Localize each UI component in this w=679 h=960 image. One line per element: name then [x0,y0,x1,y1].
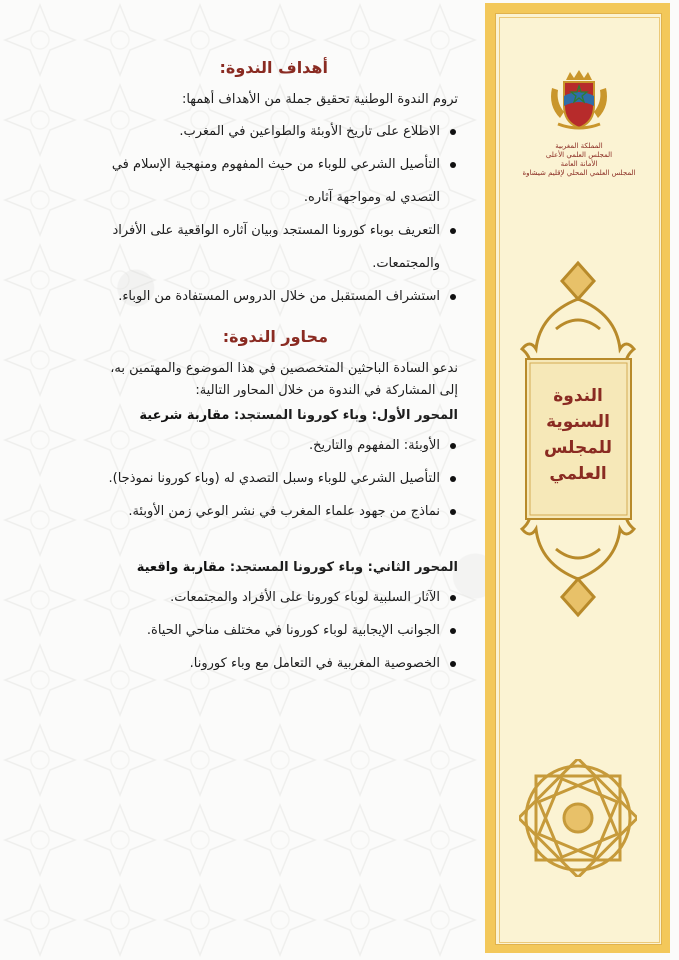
title-line: العلمي [549,464,607,484]
institution-line: المملكة المغربية [555,142,603,150]
title-line: للمجلس [544,438,612,458]
title-line: الندوة [553,386,603,406]
goals-list [88,115,458,313]
institution-line: المجلس العلمي الأعلى [545,151,613,159]
list-item: التعريف بوباء كورونا المستجد وبيان آثاره الواقعية على الأفراد والمجتمعات. [88,214,458,280]
axis2-list [88,581,458,680]
axis1-topic: وباء كورونا المستجد: [233,408,368,423]
sidebar-banner [485,3,670,953]
axes-intro: ندعو السادة الباحثين المتخصصين في هذا الموضوع والمهتمين به، إلى المشاركة في الندوة من خلال المحاور التالية: [110,361,458,398]
institution-line: المجلس العلمي المحلي لإقليم شيشاوة [522,169,636,177]
list-item: الخصوصية المغربية في التعامل مع وباء كورونا. [88,647,458,680]
main-content [88,58,458,680]
axis2-subtitle: مقاربة واقعية [136,560,226,575]
institution-line: الأمانة العامة [560,160,598,168]
axis1-label: المحور الأول: [371,408,458,423]
axis2-topic: وباء كورونا المستجد: [229,560,364,575]
axis1-list [88,429,458,528]
axis2-label: المحور الثاني: [367,560,458,575]
list-item: الجوانب الإيجابية لوباء كورونا في مختلف مناحي الحياة. [88,614,458,647]
list-item: التأصيل الشرعي للوباء من حيث المفهوم ومنهجية الإسلام في التصدي له ومواجهة آثاره. [88,148,458,214]
goals-heading: أهداف الندوة: [219,58,328,77]
goals-intro: تروم الندوة الوطنية تحقيق جملة من الأهداف أهمها: [181,92,458,107]
axes-heading: محاور الندوة: [222,327,328,346]
symposium-title [526,359,630,511]
list-item: نماذج من جهود علماء المغرب في نشر الوعي زمن الأوبئة. [88,495,458,528]
list-item: استشراف المستقبل من خلال الدروس المستفادة من الوباء. [88,280,458,313]
title-line: السنوية [546,412,610,432]
list-item: الآثار السلبية لوباء كورونا على الأفراد والمجتمعات. [88,581,458,614]
sidebar-inner-panel [495,13,662,945]
list-item: الأوبئة: المفهوم والتاريخ. [88,429,458,462]
list-item: التأصيل الشرعي للوباء وسبل التصدي له (وباء كورونا نموذجا). [88,462,458,495]
axis1-subtitle: مقاربة شرعية [139,408,230,423]
list-item: الاطلاع على تاريخ الأوبئة والطواعين في المغرب. [88,115,458,148]
rosette-ornament-icon [519,759,637,877]
axis2-title [88,560,458,575]
moroccan-coat-of-arms-icon [544,66,614,136]
axis1-title [88,408,458,423]
institution-name [504,142,654,178]
spacer [88,528,458,554]
